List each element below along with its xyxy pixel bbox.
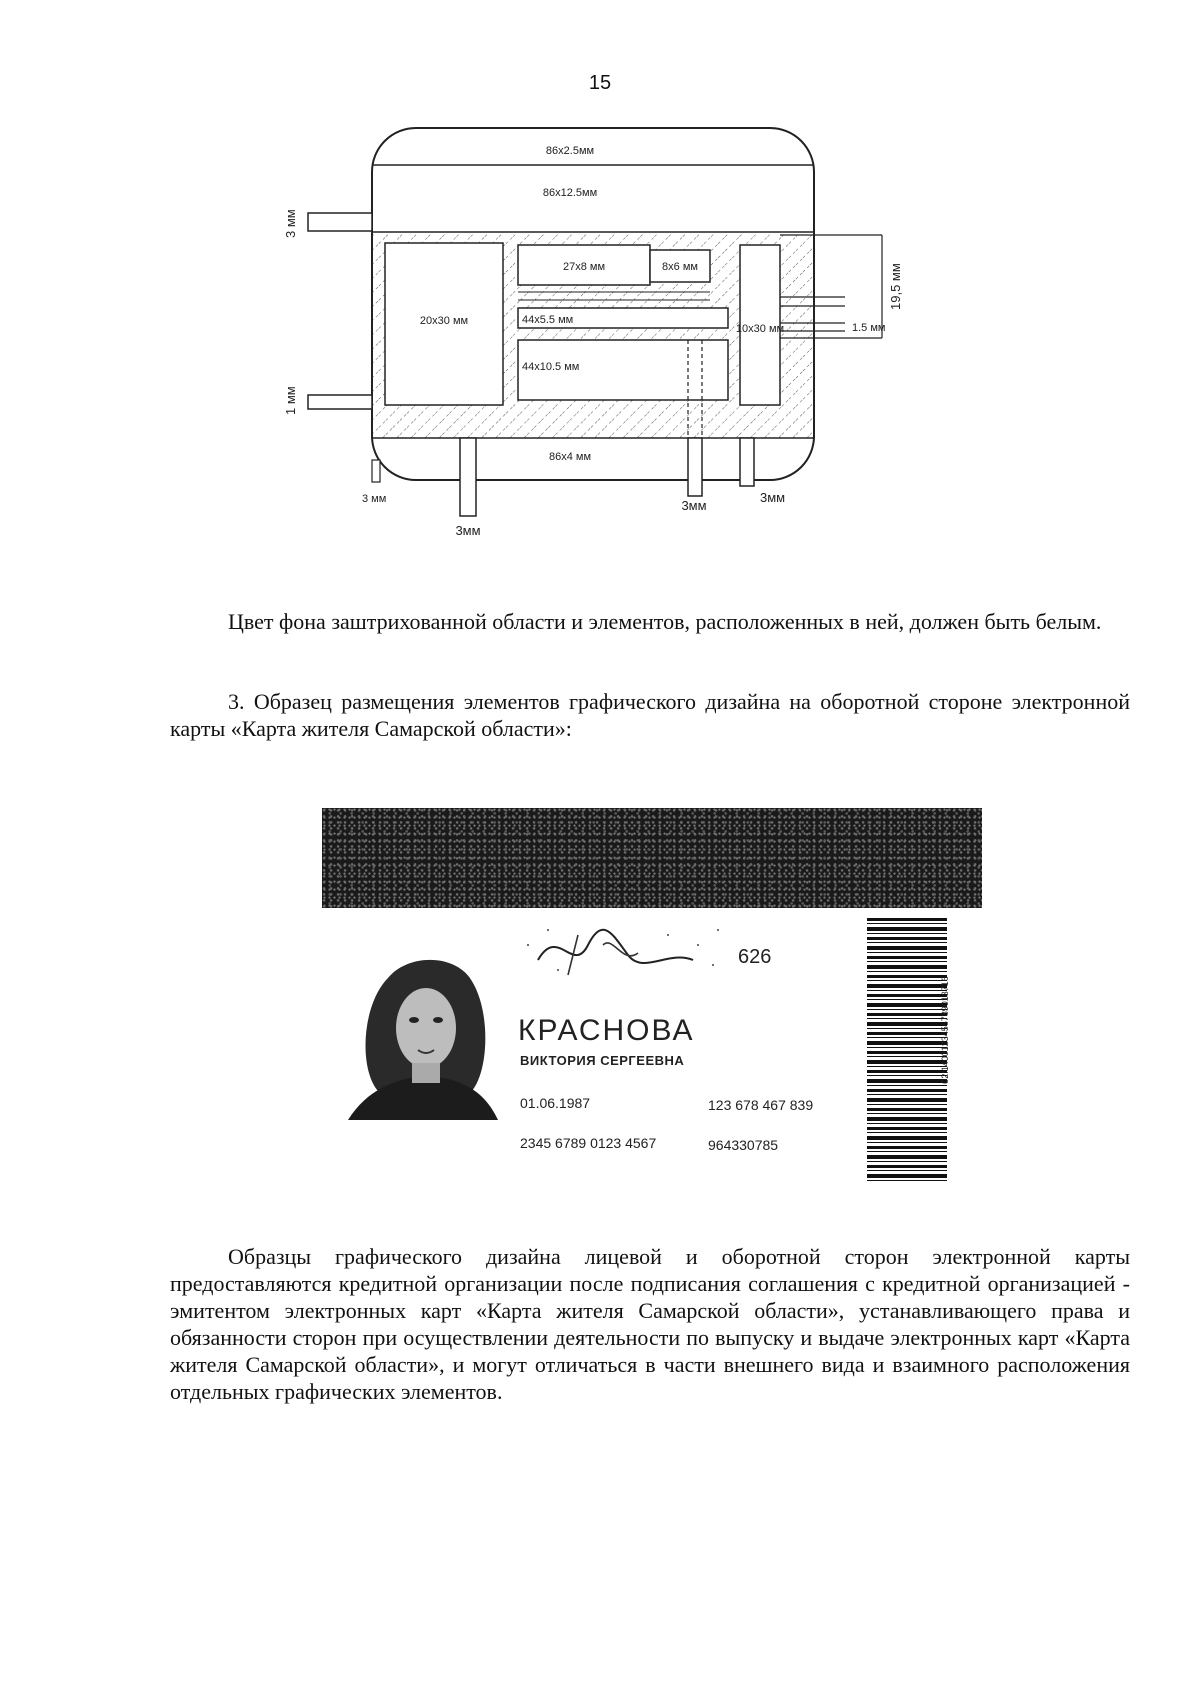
holder-photo <box>348 948 498 1120</box>
card-number: 2345 6789 0123 4567 <box>520 1135 657 1151</box>
holder-given-names: ВИКТОРИЯ СЕРГЕЕВНА <box>520 1053 685 1068</box>
label-box-44x5: 44x5.5 мм <box>522 314 574 326</box>
marker-1mm <box>308 395 372 409</box>
signature-image <box>518 915 738 985</box>
magnetic-stripe <box>322 808 982 908</box>
barcode-digits <box>938 930 952 1130</box>
barcode <box>867 918 947 1182</box>
label-bottom-3mm-c: 3мм <box>681 498 707 513</box>
label-bottom-3mm-b: 3мм <box>455 523 481 538</box>
paragraph-sample-heading: 3. Образец размещения элементов графического дизайна на оборотной стороне электронной карты «Карта жителя Самарской области»: <box>170 689 1130 741</box>
label-box-27x8: 27x8 мм <box>562 261 606 273</box>
label-bottom-band: 86x4 мм <box>548 451 592 463</box>
paragraph-white-background: Цвет фона заштрихованной области и элементов, расположенных в ней, должен быть белым. <box>228 609 1102 634</box>
label-top-strip: 86x2.5мм <box>545 145 595 157</box>
label-upper-band: 86x12.5мм <box>542 187 598 199</box>
marker-3mm <box>308 213 372 231</box>
cvv-code: 626 <box>738 946 772 968</box>
label-bottom-3mm-a: 3 мм <box>362 493 387 505</box>
holder-surname: КРАСНОВА <box>518 1014 695 1047</box>
label-photo-box: 20x30 мм <box>419 315 469 327</box>
label-left-3mm: 3 мм <box>283 209 298 238</box>
label-left-1mm: 1 мм <box>283 386 298 415</box>
barcode-digits-text: 02:1400123456789013716 <box>940 976 950 1084</box>
page-number: 15 <box>588 72 612 94</box>
label-right-1-5: 1.5 мм <box>852 322 886 334</box>
label-right-19-5: 19,5 мм <box>888 263 903 310</box>
label-box-8x6: 8x6 мм <box>662 261 698 273</box>
label-box-10x30: 10x30 мм <box>735 323 785 335</box>
policy-number: 964330785 <box>708 1137 779 1153</box>
paragraph-design-samples: Образцы графического дизайна лицевой и оборотной сторон электронной карты предоставляются кредитной организации после подписания соглашения с кредитной организацией - эмитентом электронных карт «Карта жителя Самарской области», устанавливающего права и обязанности сторон при осуществлении деятельности по выпуску и выдаче электронных карт «Карта жителя Самарской области», и могут отличаться в части внешнего вида и взаимного расположения отдельных графических элементов. <box>170 1244 1130 1404</box>
snils-number: 123 678 467 839 <box>708 1097 814 1113</box>
label-bottom-3mm-d: 3мм <box>760 490 786 505</box>
label-box-44x10: 44x10.5 мм <box>522 361 580 373</box>
card-layout-diagram <box>283 110 940 580</box>
birth-date: 01.06.1987 <box>520 1095 591 1111</box>
